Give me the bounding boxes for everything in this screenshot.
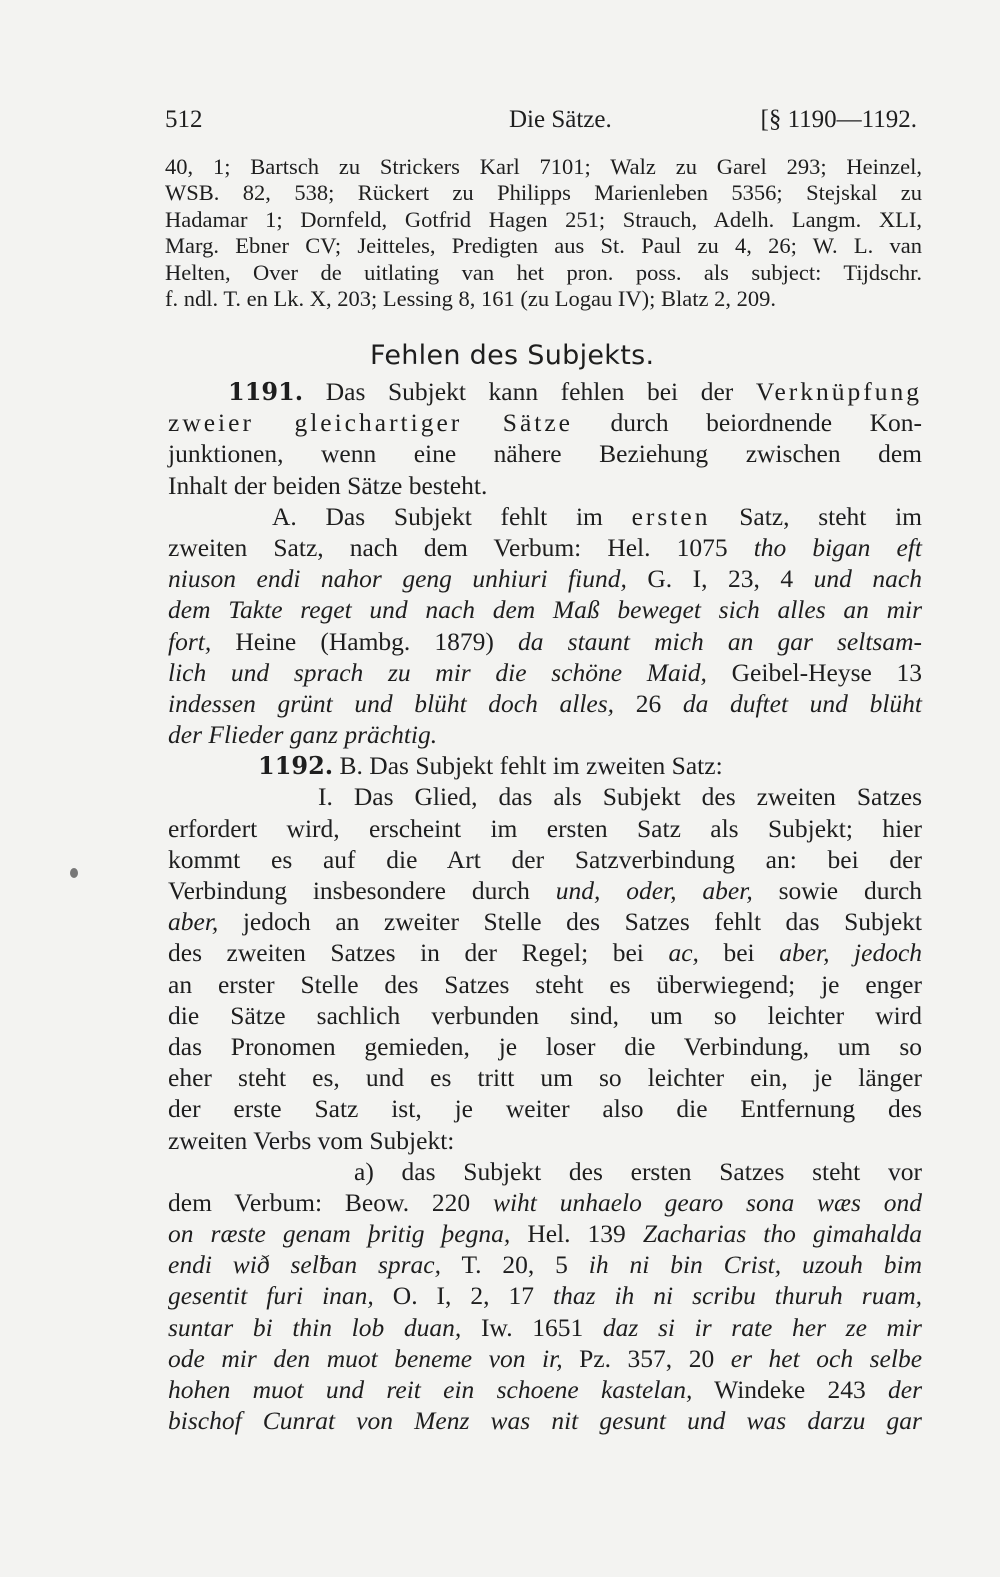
main-text [168, 376, 922, 1436]
running-title: Die Sätze. [509, 106, 612, 133]
paragraph-line: 1191. Das Subjekt kann fehlen bei der Verknüpfung [228, 377, 923, 406]
paragraph-line: lich und sprach zu mir die schöne Maid, Geibel-Heyse 13 [168, 657, 922, 687]
paragraph-line: hohen muot und reit ein schoene kastelan, Windeke 243 der [168, 1375, 922, 1404]
section-number: 1191. [228, 377, 304, 406]
ref-line: Helten, Over de uitlating van het pron. poss. als subject: Tijdschr. [165, 259, 922, 285]
ref-line: 40, 1; Bartsch zu Strickers Karl 7101; Walz zu Garel 293; Heinzel, [165, 154, 922, 179]
paragraph-line: suntar bi thin lob duan, Iw. 1651 daz si ir rate her ze mir [168, 1312, 922, 1342]
paragraph-line: die Sätze sachlich verbunden sind, um so leichter wird [168, 1000, 922, 1030]
section-number: 1192. [258, 751, 334, 781]
paragraph-line: indessen grünt und blüht doch alles, 26 da duftet und blüht [168, 688, 922, 718]
paragraph-line: erfordert wird, erscheint im ersten Satz als Subjekt; hier [168, 813, 922, 843]
paragraph-line: der Flieder ganz prächtig. [168, 720, 438, 750]
paragraph-line: dem Verbum: Beow. 220 wiht unhaelo gearo sona wæs ond [168, 1187, 922, 1217]
ref-line: Marg. Ebner CV; Jeitteles, Predigten aus St. Paul zu 4, 26; W. L. van [165, 233, 922, 259]
section-heading: Fehlen des Subjekts. [370, 340, 655, 371]
ref-line: Hadamar 1; Dornfeld, Gotfrid Hagen 251; Strauch, Adelh. Langm. XLI, [165, 206, 922, 232]
paragraph-line: A. Das Subjekt fehlt im ersten Satz, steht im [272, 501, 923, 531]
running-header [165, 106, 917, 136]
paragraph-line: junktionen, wenn eine nähere Beziehung zwischen dem [168, 439, 922, 469]
paragraph-line: Inhalt der beiden Sätze besteht. [168, 470, 488, 500]
paragraph-line: an erster Stelle des Satzes steht es überwiegend; je enger [168, 969, 922, 999]
ref-line: f. ndl. T. en Lk. X, 203; Lessing 8, 161 (zu Logau IV); Blatz 2, 209. [165, 286, 776, 312]
paragraph-line: Verbindung insbesondere durch und, oder, aber, sowie durch [168, 876, 923, 905]
ref-line: WSB. 82, 538; Rückert zu Philipps Marienleben 5356; Stejskal zu [165, 180, 922, 206]
paragraph-line: 1192. B. Das Subjekt fehlt im zweiten Satz: [258, 751, 723, 781]
paragraph-line: zweiten Verbs vom Subjekt: [168, 1125, 455, 1155]
paragraph-line: ode mir den muot beneme von ir, Pz. 357, 20 er het och selbe [168, 1343, 923, 1373]
paragraph-line: bischof Cunrat von Menz was nit gesunt und was darzu gar [168, 1406, 922, 1436]
section-range: [§ 1190—1192. [760, 106, 917, 133]
paragraph-line: aber, jedoch an zweiter Stelle des Satzes fehlt das Subjekt [168, 907, 922, 937]
paragraph-line: gesentit furi inan, O. I, 2, 17 thaz ih ni scribu thuruh ruam, [168, 1281, 922, 1311]
paragraph-line: I. Das Glied, das als Subjekt des zweiten Satzes [318, 782, 922, 812]
paragraph-line: zweiten Satz, nach dem Verbum: Hel. 1075 tho bigan eft [168, 532, 922, 562]
paragraph-line: der erste Satz ist, je weiter also die Entfernung des [168, 1094, 922, 1124]
paragraph-line: des zweiten Satzes in der Regel; bei ac, bei aber, jedoch [168, 938, 923, 968]
paragraph-line: zweier gleichartiger Sätze durch beiordnende Kon- [168, 408, 923, 438]
paragraph-line: niuson endi nahor geng unhiuri fiund, G. I, 23, 4 und nach [168, 564, 922, 594]
paragraph-line: endi wið selƀan sprac, T. 20, 5 ih ni bin Crist, uzouh bim [168, 1250, 923, 1280]
paragraph-line: dem Takte reget und nach dem Maß beweget sich alles an mir [168, 595, 922, 625]
paragraph-line: fort, Heine (Hambg. 1879) da staunt mich an gar seltsam- [168, 626, 922, 656]
ink-speck [70, 868, 78, 878]
paragraph-line: das Pronomen gemieden, je loser die Verbindung, um so [168, 1031, 922, 1061]
paragraph-line: eher steht es, und es tritt um so leichter ein, je länger [168, 1063, 922, 1093]
paragraph-line: a) das Subjekt des ersten Satzes steht vor [354, 1156, 922, 1186]
paragraph-line: on ræste genam þritig þegna, Hel. 139 Zacharias tho gimahalda [168, 1219, 923, 1249]
paragraph-line: kommt es auf die Art der Satzverbindung an: bei der [168, 844, 922, 874]
page-number: 512 [165, 106, 203, 133]
bibliography-references [165, 154, 922, 312]
